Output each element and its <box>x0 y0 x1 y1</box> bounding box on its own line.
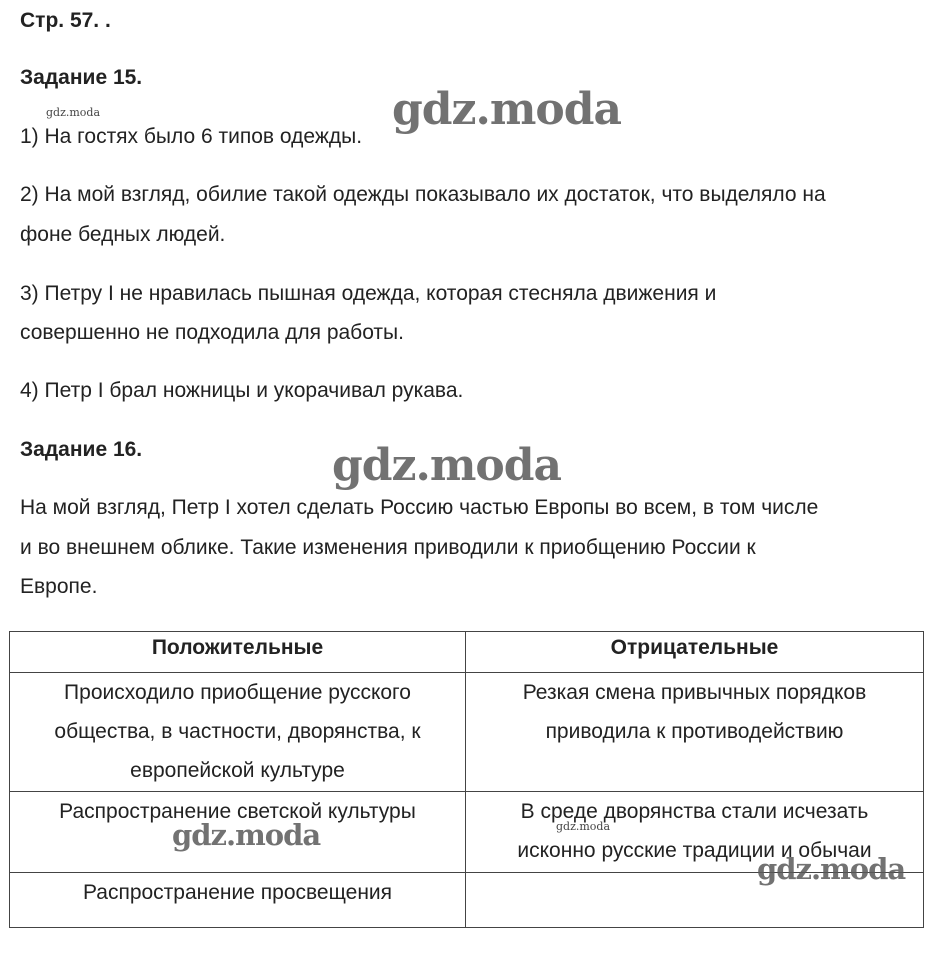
cell-line: общества, в частности, дворянства, к <box>54 720 421 743</box>
table-header-row <box>10 632 924 673</box>
cell-line: В среде дворянства стали исчезать <box>520 800 869 823</box>
cell-line: европейской культуре <box>130 759 345 782</box>
cell-line: исконно русские традиции и обычаи <box>517 839 872 862</box>
task15-title: Задание 15. <box>20 66 143 89</box>
watermark-medium: gdz.moda <box>172 818 321 852</box>
watermark-large: gdz.moda <box>392 84 622 135</box>
watermark-small: gdz.moda <box>46 106 101 119</box>
watermark-large: gdz.moda <box>332 440 562 491</box>
task16-line-2: и во внешнем облике. Такие изменения приводили к приобщению России к <box>20 536 756 559</box>
header-negative: Отрицательные <box>466 632 924 673</box>
cell-line: Распространение просвещения <box>82 881 393 904</box>
task15-item-4: 4) Петр I брал ножницы и укорачивал рукава. <box>20 379 464 402</box>
task16-line-1: На мой взгляд, Петр I хотел сделать Россию частью Европы во всем, в том числе <box>20 496 819 519</box>
table-row <box>10 673 924 792</box>
cell-line: Происходило приобщение русского <box>64 681 411 704</box>
cell-line: Резкая смена привычных порядков <box>522 681 867 704</box>
task15-item-3-line-1: 3) Петру I не нравилась пышная одежда, которая стесняла движения и <box>20 282 717 305</box>
watermark-medium: gdz.moda <box>757 852 906 886</box>
task15-item-1: 1) На гостях было 6 типов одежды. <box>20 125 363 148</box>
cell-positive <box>10 673 466 792</box>
page-header: Стр. 57. . <box>20 9 111 32</box>
task15-item-2-line-2: фоне бедных людей. <box>20 223 226 246</box>
cell-line: приводила к противодействию <box>545 720 844 743</box>
task16-title: Задание 16. <box>20 438 143 461</box>
cell-line: Распространение светской культуры <box>59 800 416 823</box>
cell-negative <box>466 673 924 792</box>
cell-positive <box>10 873 466 928</box>
header-positive: Положительные <box>10 632 466 673</box>
task16-line-3: Европе. <box>20 575 98 598</box>
watermark-small: gdz.moda <box>556 820 611 833</box>
task15-item-2-line-1: 2) На мой взгляд, обилие такой одежды показывало их достаток, что выделяло на <box>20 183 826 206</box>
task15-item-3-line-2: совершенно не подходила для работы. <box>20 321 404 344</box>
